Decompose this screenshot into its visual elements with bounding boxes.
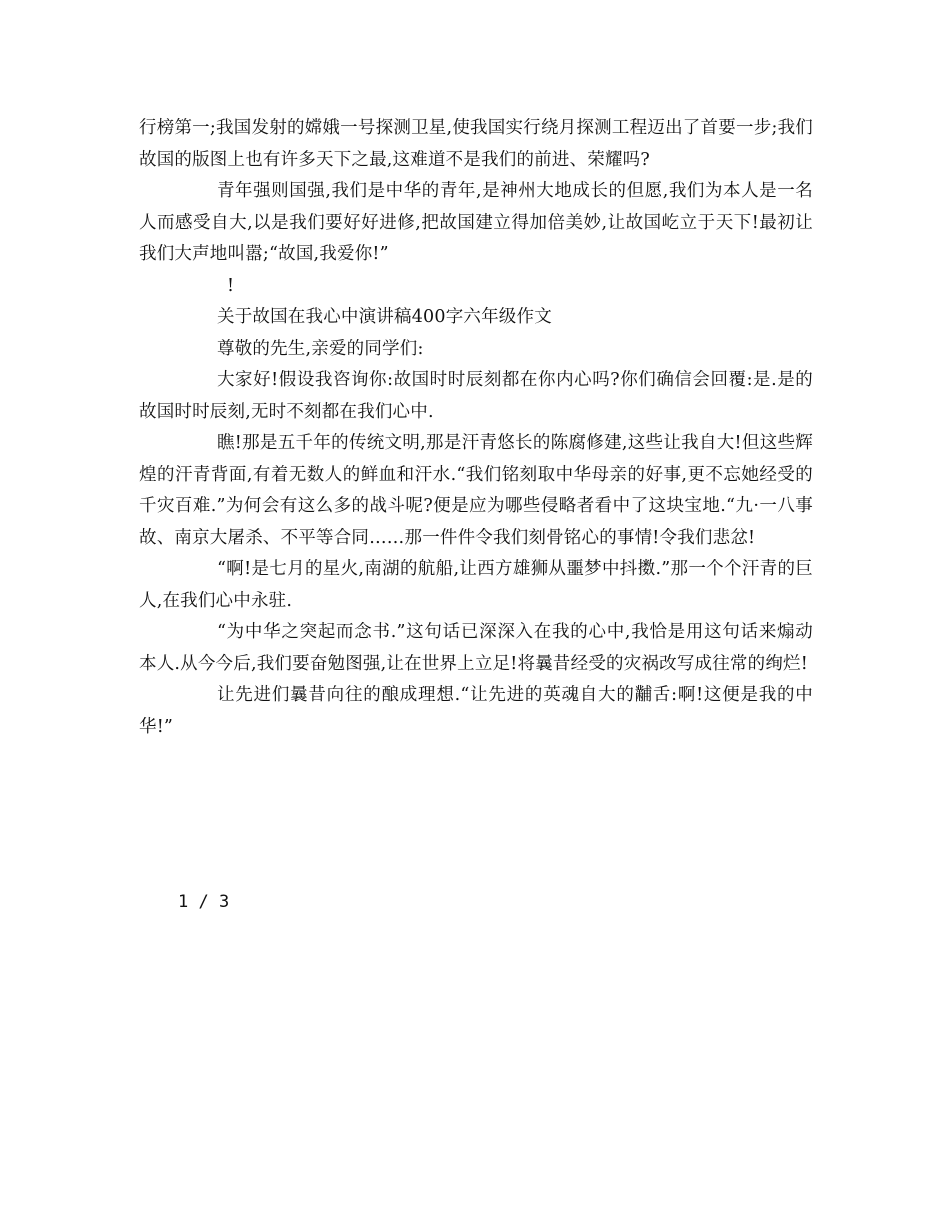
paragraph-youth: 青年强则国强,我们是中华的青年,是神州大地成长的但愿,我们为本人是一名人而感受自大,以是我们要好好进修,把故国建立得加倍美妙,让故国屹立于天下!最初让我们大声地叫嚣;“故国,我爱你!” (139, 181, 813, 264)
paragraph-july-fire: “啊!是七月的星火,南湖的航船,让西方雄狮从噩梦中抖擞.”那一个个汗青的巨人,在我们心中永驻. (139, 559, 813, 611)
paragraph-study: “为中华之突起而念书.”这句话已深深入在我的心中,我恰是用这句话来煽动本人.从今今后,我们要奋勉图强,让在世界上立足!将曩昔经受的灾祸改写成往常的绚烂! (139, 622, 813, 674)
article-title: 关于故国在我心中演讲稿400字六年级作文 (217, 307, 552, 327)
paragraph-greeting: 大家好!假设我咨询你:故国时时辰刻都在你内心吗?你们确信会回覆:是.是的故国时时辰刻,无时不刻都在我们心中. (139, 370, 813, 422)
paragraph-history: 瞧!那是五千年的传统文明,那是汗青悠长的陈腐修建,这些让我自大!但这些辉煌的汗青背面,有着无数人的鲜血和汗水.“我们铭刻取中华母亲的好事,更不忘她经受的千灾百难.”为何会有这么多的战斗呢?便是应为哪些侵略者看中了这块宝地.“九·一八事故、南京大屠杀、不平等合同……那一件件令我们刻骨铭心的事情!令我们悲忿! (139, 433, 813, 548)
paragraph-continuation: 行榜第一;我国发射的嫦娥一号探测卫星,使我国实行绕月探测工程迈出了首要一步;我们故国的版图上也有许多天下之最,这难道不是我们的前进、荣耀吗? (139, 118, 813, 170)
paragraph-exclamation: ! (227, 275, 235, 296)
page-number: 1 / 3 (178, 892, 230, 912)
salutation: 尊敬的先生,亲爱的同学们: (217, 338, 424, 359)
document-body (139, 113, 813, 743)
paragraph-closing: 让先进们曩昔向往的酿成理想.“让先进的英魂自大的黼舌:啊!这便是我的中华!” (139, 685, 813, 737)
